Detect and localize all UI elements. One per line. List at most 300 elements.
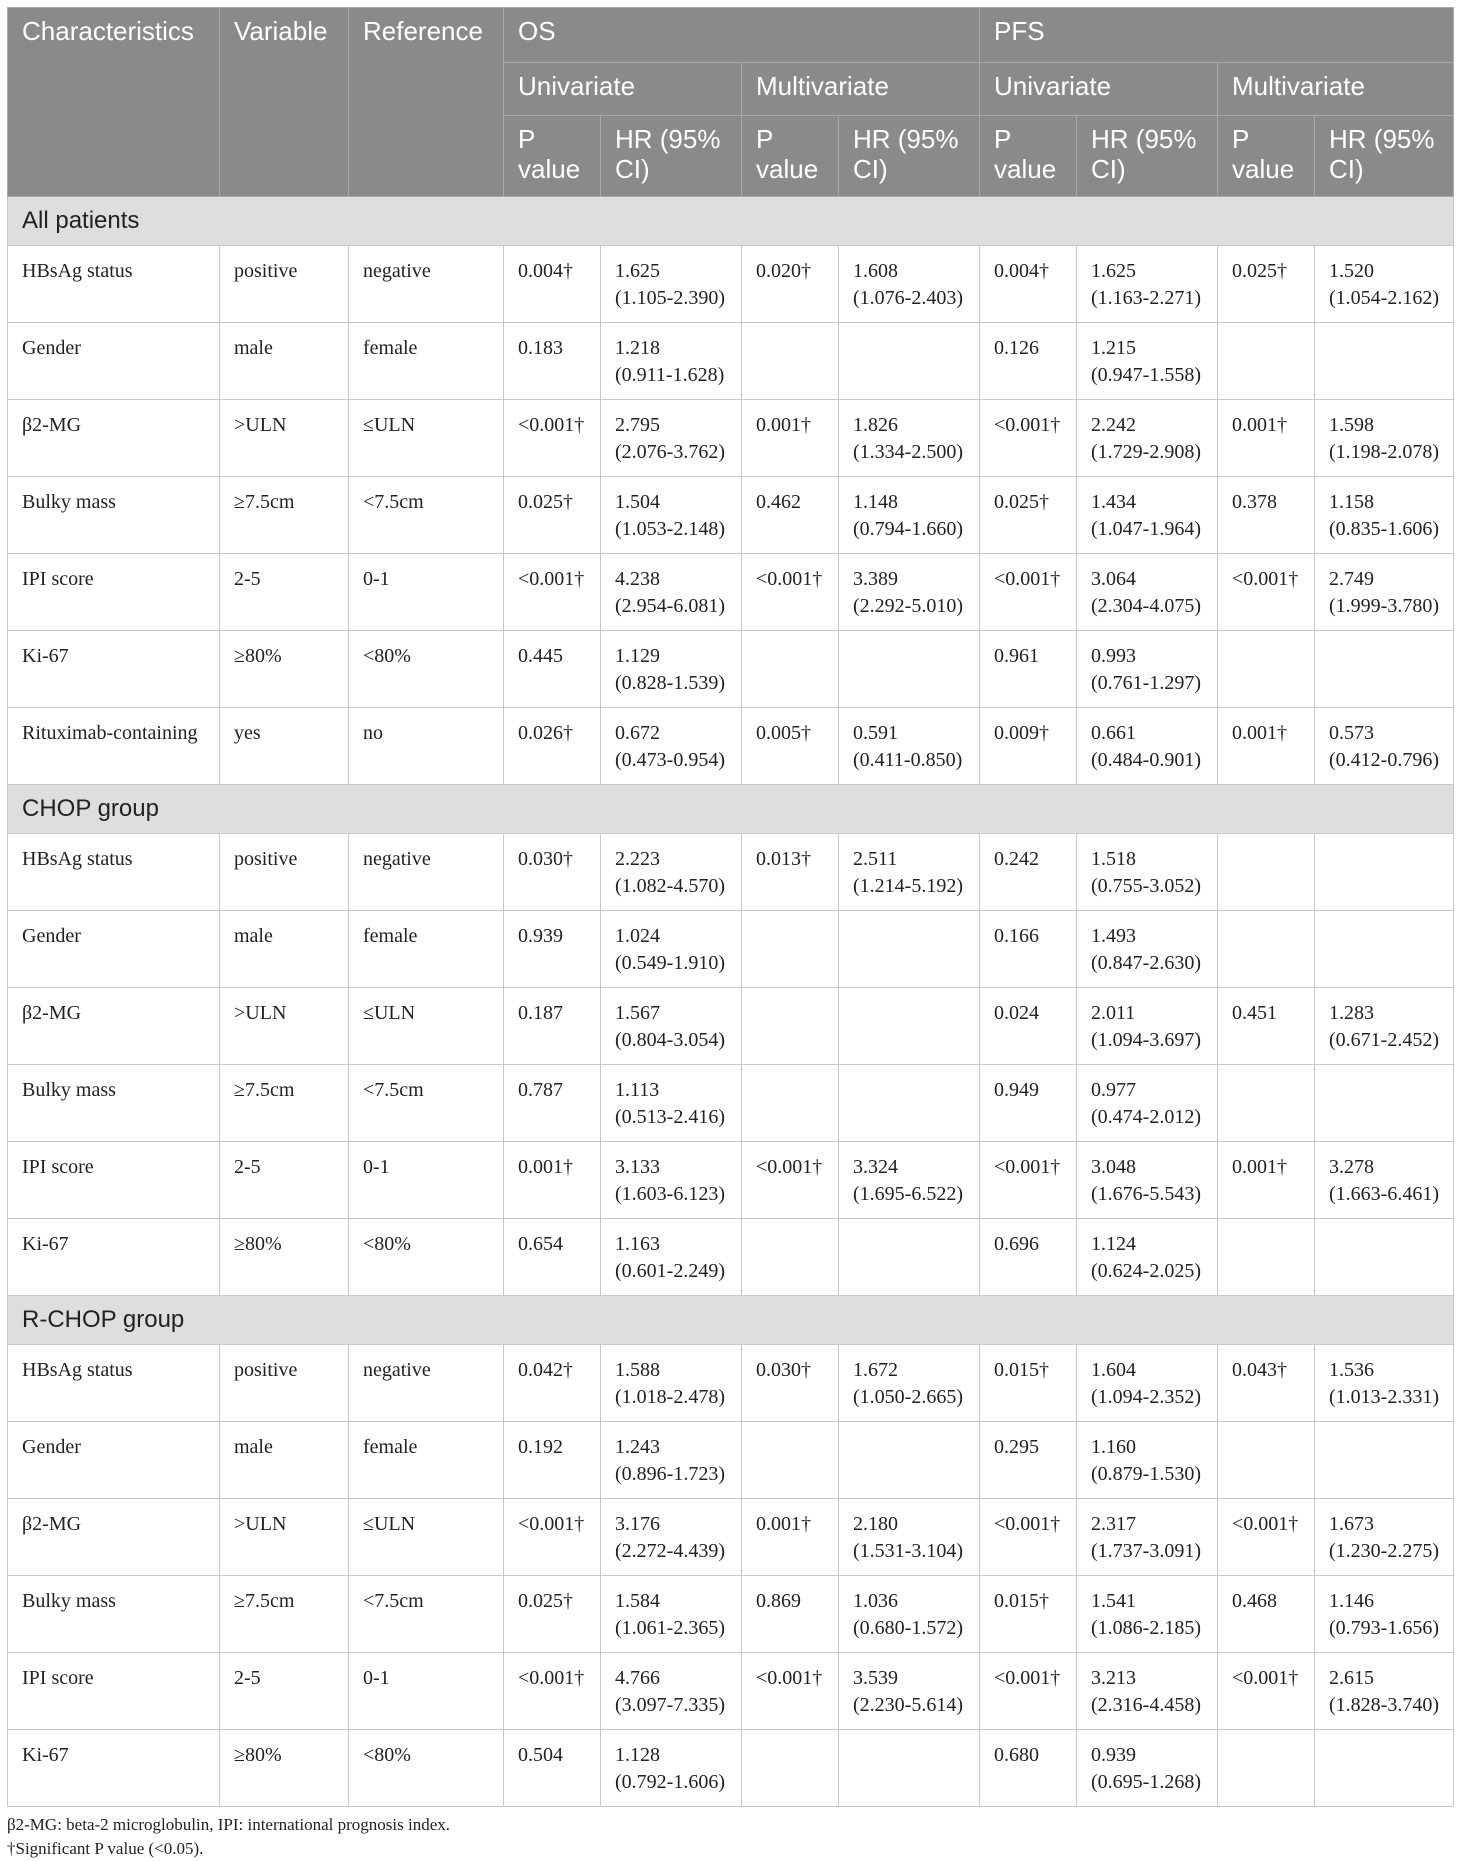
- hr-value: 1.608: [853, 260, 898, 282]
- cell-pfs-uni-hr: [1077, 1653, 1218, 1730]
- cell-pfs-uni-p: 0.295: [980, 1422, 1077, 1499]
- hr-value: 0.993: [1091, 645, 1137, 667]
- cell-os-uni-hr: [601, 1576, 742, 1653]
- table-container: [7, 7, 1453, 1861]
- cell-os-mul-p: 0.462: [742, 477, 839, 554]
- cell-os-uni-hr: [601, 1422, 742, 1499]
- cell-os-uni-p: 0.187: [504, 988, 601, 1065]
- ci-value: (1.094-3.697): [1091, 1029, 1201, 1051]
- cell-characteristic: Gender: [8, 1422, 220, 1499]
- ci-value: (2.230-5.614): [853, 1694, 963, 1716]
- cell-characteristic: Gender: [8, 911, 220, 988]
- col-pfs-mul-p: P value: [1218, 116, 1315, 197]
- hr-value: 1.536: [1329, 1359, 1375, 1381]
- cell-pfs-mul-hr: [1315, 834, 1454, 911]
- cell-variable: male: [220, 911, 349, 988]
- cell-pfs-uni-p: <0.001†: [980, 400, 1077, 477]
- cell-pfs-mul-p: 0.025†: [1218, 246, 1315, 323]
- hr-value: 1.520: [1329, 260, 1375, 282]
- table-row: [8, 1345, 1454, 1422]
- cell-os-uni-p: 0.030†: [504, 834, 601, 911]
- cell-variable: >ULN: [220, 988, 349, 1065]
- cell-characteristic: Rituximab-containing: [8, 708, 220, 785]
- hr-value: 2.223: [615, 848, 660, 870]
- cell-os-uni-hr: [601, 1653, 742, 1730]
- col-os-uni-hr: HR (95% CI): [601, 116, 742, 197]
- cell-os-mul-hr: [839, 1653, 980, 1730]
- cell-os-mul-p: 0.005†: [742, 708, 839, 785]
- table-row: [8, 1422, 1454, 1499]
- cell-pfs-mul-hr: [1315, 1142, 1454, 1219]
- hr-value: 1.124: [1091, 1233, 1137, 1255]
- cell-pfs-uni-p: 0.949: [980, 1065, 1077, 1142]
- table-row: [8, 477, 1454, 554]
- ci-value: (0.513-2.416): [615, 1106, 725, 1128]
- cell-pfs-uni-p: <0.001†: [980, 1499, 1077, 1576]
- cell-pfs-uni-hr: [1077, 246, 1218, 323]
- cell-reference: ≤ULN: [349, 1499, 504, 1576]
- cell-pfs-uni-p: <0.001†: [980, 1653, 1077, 1730]
- ci-value: (1.082-4.570): [615, 875, 725, 897]
- cell-os-uni-hr: [601, 1142, 742, 1219]
- cell-os-mul-hr: [839, 988, 980, 1065]
- cell-pfs-uni-p: 0.126: [980, 323, 1077, 400]
- ci-value: (1.050-2.665): [853, 1386, 963, 1408]
- ci-value: (1.230-2.275): [1329, 1540, 1439, 1562]
- cell-os-mul-p: 0.869: [742, 1576, 839, 1653]
- col-pfs-mul-hr: HR (95% CI): [1315, 116, 1454, 197]
- cell-os-uni-p: 0.042†: [504, 1345, 601, 1422]
- footnotes: [7, 1813, 1453, 1861]
- table-row: [8, 400, 1454, 477]
- cell-pfs-uni-hr: [1077, 708, 1218, 785]
- hr-value: 2.317: [1091, 1513, 1137, 1535]
- footnote-significance: †Significant P value (<0.05).: [7, 1839, 204, 1858]
- cell-reference: female: [349, 911, 504, 988]
- hr-value: 1.518: [1091, 848, 1137, 870]
- cell-os-uni-p: 0.787: [504, 1065, 601, 1142]
- col-os-uni-p: P value: [504, 116, 601, 197]
- cell-pfs-uni-p: 0.004†: [980, 246, 1077, 323]
- ci-value: (1.531-3.104): [853, 1540, 963, 1562]
- cell-pfs-mul-hr: [1315, 1730, 1454, 1807]
- ci-value: (0.947-1.558): [1091, 364, 1201, 386]
- cell-os-uni-p: <0.001†: [504, 1653, 601, 1730]
- cell-pfs-mul-hr: [1315, 911, 1454, 988]
- ci-value: (1.086-2.185): [1091, 1617, 1201, 1639]
- table-row: [8, 554, 1454, 631]
- hr-value: 3.213: [1091, 1667, 1137, 1689]
- ci-value: (0.794-1.660): [853, 518, 963, 540]
- cell-pfs-mul-hr: [1315, 1422, 1454, 1499]
- ci-value: (1.054-2.162): [1329, 287, 1439, 309]
- ci-value: (1.053-2.148): [615, 518, 725, 540]
- cell-os-mul-hr: [839, 631, 980, 708]
- table-row: [8, 1219, 1454, 1296]
- col-characteristics: Characteristics: [8, 8, 220, 197]
- hr-value: 1.673: [1329, 1513, 1375, 1535]
- cell-os-mul-hr: [839, 1065, 980, 1142]
- cell-characteristic: Bulky mass: [8, 477, 220, 554]
- cell-os-uni-hr: [601, 1065, 742, 1142]
- cell-os-mul-p: <0.001†: [742, 554, 839, 631]
- hr-value: 3.048: [1091, 1156, 1137, 1178]
- hr-value: 0.939: [1091, 1744, 1137, 1766]
- ci-value: (2.076-3.762): [615, 441, 725, 463]
- cell-os-uni-hr: [601, 708, 742, 785]
- hr-value: 3.278: [1329, 1156, 1375, 1178]
- ci-value: (0.671-2.452): [1329, 1029, 1439, 1051]
- ci-value: (1.094-2.352): [1091, 1386, 1201, 1408]
- hr-value: 1.567: [615, 1002, 660, 1024]
- ci-value: (0.412-0.796): [1329, 749, 1439, 771]
- hr-value: 1.826: [853, 414, 898, 436]
- hr-value: 1.604: [1091, 1359, 1137, 1381]
- cell-os-uni-p: 0.183: [504, 323, 601, 400]
- cell-os-mul-p: 0.020†: [742, 246, 839, 323]
- ci-value: (2.304-4.075): [1091, 595, 1201, 617]
- cell-os-mul-p: [742, 1730, 839, 1807]
- ci-value: (2.272-4.439): [615, 1540, 725, 1562]
- ci-value: (0.835-1.606): [1329, 518, 1439, 540]
- cell-pfs-mul-hr: [1315, 708, 1454, 785]
- ci-value: (0.792-1.606): [615, 1771, 725, 1793]
- cell-pfs-uni-hr: [1077, 1219, 1218, 1296]
- table-row: [8, 631, 1454, 708]
- ci-value: (0.804-3.054): [615, 1029, 725, 1051]
- cell-os-mul-hr: [839, 323, 980, 400]
- cell-os-uni-p: 0.192: [504, 1422, 601, 1499]
- cell-os-mul-hr: [839, 1219, 980, 1296]
- ci-value: (1.737-3.091): [1091, 1540, 1201, 1562]
- col-os-univariate: Univariate: [504, 63, 742, 116]
- ci-value: (0.911-1.628): [615, 364, 725, 386]
- col-os-multivariate: Multivariate: [742, 63, 980, 116]
- table-row: [8, 323, 1454, 400]
- cell-variable: 2-5: [220, 1142, 349, 1219]
- cell-pfs-mul-hr: [1315, 554, 1454, 631]
- table-row: [8, 246, 1454, 323]
- cell-pfs-mul-p: [1218, 834, 1315, 911]
- ci-value: (0.411-0.850): [853, 749, 963, 771]
- cell-characteristic: Ki-67: [8, 631, 220, 708]
- cell-os-mul-hr: [839, 554, 980, 631]
- cell-os-uni-hr: [601, 554, 742, 631]
- cell-pfs-uni-hr: [1077, 834, 1218, 911]
- cell-pfs-mul-hr: [1315, 1065, 1454, 1142]
- col-pfs: PFS: [980, 8, 1454, 63]
- hr-value: 1.672: [853, 1359, 898, 1381]
- cell-variable: ≥7.5cm: [220, 477, 349, 554]
- hr-value: 1.541: [1091, 1590, 1137, 1612]
- table-row: [8, 988, 1454, 1065]
- ci-value: (0.601-2.249): [615, 1260, 725, 1282]
- cell-pfs-uni-hr: [1077, 911, 1218, 988]
- cell-pfs-uni-hr: [1077, 1065, 1218, 1142]
- cell-os-uni-hr: [601, 834, 742, 911]
- col-variable: Variable: [220, 8, 349, 197]
- cell-pfs-mul-hr: [1315, 988, 1454, 1065]
- table-row: [8, 1142, 1454, 1219]
- cell-os-uni-hr: [601, 911, 742, 988]
- col-os-mul-p: P value: [742, 116, 839, 197]
- ci-value: (2.292-5.010): [853, 595, 963, 617]
- ci-value: (1.999-3.780): [1329, 595, 1439, 617]
- cell-pfs-uni-hr: [1077, 400, 1218, 477]
- cell-characteristic: β2-MG: [8, 400, 220, 477]
- cell-pfs-mul-hr: [1315, 323, 1454, 400]
- cell-pfs-uni-hr: [1077, 1576, 1218, 1653]
- ci-value: (0.896-1.723): [615, 1463, 725, 1485]
- hr-value: 1.146: [1329, 1590, 1375, 1612]
- hr-value: 3.176: [615, 1513, 660, 1535]
- section-header: R-CHOP group: [8, 1296, 1454, 1345]
- cell-pfs-mul-hr: [1315, 1499, 1454, 1576]
- cell-os-mul-hr: [839, 708, 980, 785]
- hr-value: 1.215: [1091, 337, 1137, 359]
- cell-variable: ≥80%: [220, 631, 349, 708]
- hr-value: 1.283: [1329, 1002, 1375, 1024]
- cell-variable: 2-5: [220, 554, 349, 631]
- cell-os-mul-hr: [839, 1142, 980, 1219]
- cell-reference: <80%: [349, 631, 504, 708]
- cell-characteristic: HBsAg status: [8, 834, 220, 911]
- cell-pfs-mul-p: [1218, 323, 1315, 400]
- table-row: [8, 1730, 1454, 1807]
- ci-value: (3.097-7.335): [615, 1694, 725, 1716]
- hr-value: 2.242: [1091, 414, 1137, 436]
- hr-value: 2.749: [1329, 568, 1375, 590]
- cell-os-mul-p: [742, 988, 839, 1065]
- cell-os-mul-hr: [839, 834, 980, 911]
- cell-pfs-uni-p: 0.680: [980, 1730, 1077, 1807]
- cell-pfs-mul-hr: [1315, 246, 1454, 323]
- cell-characteristic: Gender: [8, 323, 220, 400]
- col-reference: Reference: [349, 8, 504, 197]
- cell-pfs-uni-hr: [1077, 631, 1218, 708]
- ci-value: (1.105-2.390): [615, 287, 725, 309]
- section-header: CHOP group: [8, 785, 1454, 834]
- cell-os-mul-p: [742, 631, 839, 708]
- cell-os-uni-hr: [601, 477, 742, 554]
- ci-value: (1.198-2.078): [1329, 441, 1439, 463]
- cell-pfs-mul-hr: [1315, 1219, 1454, 1296]
- cell-variable: male: [220, 1422, 349, 1499]
- ci-value: (0.473-0.954): [615, 749, 725, 771]
- hr-value: 1.584: [615, 1590, 660, 1612]
- cell-characteristic: Bulky mass: [8, 1576, 220, 1653]
- ci-value: (1.061-2.365): [615, 1617, 725, 1639]
- hr-value: 1.128: [615, 1744, 660, 1766]
- cell-pfs-uni-p: <0.001†: [980, 1142, 1077, 1219]
- hr-value: 4.238: [615, 568, 660, 590]
- cell-os-uni-hr: [601, 1499, 742, 1576]
- cell-characteristic: Bulky mass: [8, 1065, 220, 1142]
- col-pfs-uni-p: P value: [980, 116, 1077, 197]
- cell-reference: <80%: [349, 1730, 504, 1807]
- cell-variable: ≥7.5cm: [220, 1576, 349, 1653]
- ci-value: (1.663-6.461): [1329, 1183, 1439, 1205]
- ci-value: (0.847-2.630): [1091, 952, 1201, 974]
- cell-os-mul-hr: [839, 1730, 980, 1807]
- cell-reference: no: [349, 708, 504, 785]
- ci-value: (1.676-5.543): [1091, 1183, 1201, 1205]
- hr-value: 3.064: [1091, 568, 1137, 590]
- ci-value: (0.484-0.901): [1091, 749, 1201, 771]
- cell-os-mul-hr: [839, 1345, 980, 1422]
- ci-value: (1.729-2.908): [1091, 441, 1201, 463]
- cell-pfs-uni-hr: [1077, 1142, 1218, 1219]
- ci-value: (2.316-4.458): [1091, 1694, 1201, 1716]
- ci-value: (2.954-6.081): [615, 595, 725, 617]
- cell-os-uni-p: 0.504: [504, 1730, 601, 1807]
- ci-value: (0.549-1.910): [615, 952, 725, 974]
- cell-pfs-uni-hr: [1077, 1422, 1218, 1499]
- ci-value: (1.214-5.192): [853, 875, 963, 897]
- cell-os-uni-hr: [601, 1730, 742, 1807]
- table-row: [8, 1576, 1454, 1653]
- table-row: [8, 911, 1454, 988]
- cell-reference: 0-1: [349, 1653, 504, 1730]
- cell-pfs-uni-p: <0.001†: [980, 554, 1077, 631]
- hr-value: 4.766: [615, 1667, 660, 1689]
- hr-value: 1.163: [615, 1233, 660, 1255]
- hr-value: 3.539: [853, 1667, 898, 1689]
- cell-reference: <7.5cm: [349, 1065, 504, 1142]
- cell-characteristic: HBsAg status: [8, 246, 220, 323]
- cell-pfs-uni-p: 0.961: [980, 631, 1077, 708]
- cell-reference: ≤ULN: [349, 400, 504, 477]
- ci-value: (0.755-3.052): [1091, 875, 1201, 897]
- hr-value: 1.036: [853, 1590, 898, 1612]
- cell-pfs-mul-p: [1218, 1730, 1315, 1807]
- cell-pfs-mul-p: [1218, 1065, 1315, 1142]
- hr-value: 2.795: [615, 414, 660, 436]
- cell-pfs-mul-hr: [1315, 1576, 1454, 1653]
- cell-os-mul-p: [742, 1422, 839, 1499]
- cell-pfs-uni-p: 0.025†: [980, 477, 1077, 554]
- cell-pfs-uni-p: 0.166: [980, 911, 1077, 988]
- cell-os-uni-p: 0.001†: [504, 1142, 601, 1219]
- ci-value: (1.163-2.271): [1091, 287, 1201, 309]
- hr-value: 1.148: [853, 491, 898, 513]
- cell-pfs-uni-p: 0.015†: [980, 1576, 1077, 1653]
- hr-value: 0.573: [1329, 722, 1375, 744]
- cell-pfs-mul-p: 0.378: [1218, 477, 1315, 554]
- cell-os-uni-hr: [601, 1345, 742, 1422]
- cell-pfs-uni-p: 0.242: [980, 834, 1077, 911]
- hr-value: 2.511: [853, 848, 898, 870]
- cell-pfs-uni-hr: [1077, 1499, 1218, 1576]
- cell-os-uni-hr: [601, 631, 742, 708]
- cell-pfs-mul-hr: [1315, 400, 1454, 477]
- cell-os-mul-p: [742, 323, 839, 400]
- cell-pfs-uni-p: 0.696: [980, 1219, 1077, 1296]
- ci-value: (0.474-2.012): [1091, 1106, 1201, 1128]
- hr-value: 0.672: [615, 722, 660, 744]
- table-row: [8, 708, 1454, 785]
- cell-characteristic: IPI score: [8, 554, 220, 631]
- cell-os-uni-p: <0.001†: [504, 554, 601, 631]
- col-pfs-uni-hr: HR (95% CI): [1077, 116, 1218, 197]
- cell-pfs-uni-hr: [1077, 1730, 1218, 1807]
- cell-os-mul-hr: [839, 400, 980, 477]
- cell-pfs-mul-p: 0.468: [1218, 1576, 1315, 1653]
- cell-variable: ≥7.5cm: [220, 1065, 349, 1142]
- cell-characteristic: IPI score: [8, 1653, 220, 1730]
- ci-value: (1.603-6.123): [615, 1183, 725, 1205]
- ci-value: (1.013-2.331): [1329, 1386, 1439, 1408]
- cell-pfs-mul-p: [1218, 1422, 1315, 1499]
- cell-pfs-mul-p: 0.001†: [1218, 1142, 1315, 1219]
- cell-reference: female: [349, 323, 504, 400]
- cell-reference: negative: [349, 1345, 504, 1422]
- cell-os-mul-hr: [839, 911, 980, 988]
- ci-value: (1.047-1.964): [1091, 518, 1201, 540]
- cell-os-mul-hr: [839, 1422, 980, 1499]
- cell-pfs-mul-p: <0.001†: [1218, 1499, 1315, 1576]
- cell-pfs-uni-p: 0.009†: [980, 708, 1077, 785]
- table-row: [8, 1499, 1454, 1576]
- ci-value: (1.334-2.500): [853, 441, 963, 463]
- hr-value: 2.180: [853, 1513, 898, 1535]
- cell-variable: >ULN: [220, 400, 349, 477]
- cell-os-mul-p: 0.030†: [742, 1345, 839, 1422]
- ci-value: (0.695-1.268): [1091, 1771, 1201, 1793]
- cell-characteristic: HBsAg status: [8, 1345, 220, 1422]
- cell-reference: <7.5cm: [349, 1576, 504, 1653]
- cell-pfs-mul-p: 0.043†: [1218, 1345, 1315, 1422]
- cell-variable: >ULN: [220, 1499, 349, 1576]
- cell-os-uni-hr: [601, 1219, 742, 1296]
- cell-os-uni-p: 0.025†: [504, 477, 601, 554]
- table-row: [8, 834, 1454, 911]
- hr-value: 1.588: [615, 1359, 660, 1381]
- hr-value: 3.133: [615, 1156, 660, 1178]
- hr-value: 0.591: [853, 722, 898, 744]
- cell-pfs-mul-p: [1218, 911, 1315, 988]
- cell-reference: negative: [349, 834, 504, 911]
- ci-value: (0.624-2.025): [1091, 1260, 1201, 1282]
- cell-os-uni-hr: [601, 400, 742, 477]
- cell-pfs-mul-p: 0.451: [1218, 988, 1315, 1065]
- cell-pfs-mul-p: [1218, 631, 1315, 708]
- cell-os-uni-p: <0.001†: [504, 1499, 601, 1576]
- table-row: [8, 1065, 1454, 1142]
- hr-value: 2.615: [1329, 1667, 1375, 1689]
- cell-os-mul-hr: [839, 1499, 980, 1576]
- ci-value: (0.828-1.539): [615, 672, 725, 694]
- cell-os-mul-p: 0.001†: [742, 1499, 839, 1576]
- hr-value: 0.977: [1091, 1079, 1137, 1101]
- hr-value: 2.011: [1091, 1002, 1136, 1024]
- ci-value: (0.879-1.530): [1091, 1463, 1201, 1485]
- hr-value: 1.160: [1091, 1436, 1137, 1458]
- hr-value: 1.129: [615, 645, 660, 667]
- cell-pfs-mul-p: 0.001†: [1218, 400, 1315, 477]
- cell-reference: ≤ULN: [349, 988, 504, 1065]
- cell-reference: <7.5cm: [349, 477, 504, 554]
- cell-reference: 0-1: [349, 554, 504, 631]
- cell-pfs-mul-p: [1218, 1219, 1315, 1296]
- cell-os-mul-p: 0.001†: [742, 400, 839, 477]
- cell-os-uni-p: 0.445: [504, 631, 601, 708]
- cell-os-uni-p: 0.026†: [504, 708, 601, 785]
- ci-value: (0.680-1.572): [853, 1617, 963, 1639]
- cell-os-uni-hr: [601, 988, 742, 1065]
- cell-os-mul-p: <0.001†: [742, 1653, 839, 1730]
- cell-variable: ≥80%: [220, 1730, 349, 1807]
